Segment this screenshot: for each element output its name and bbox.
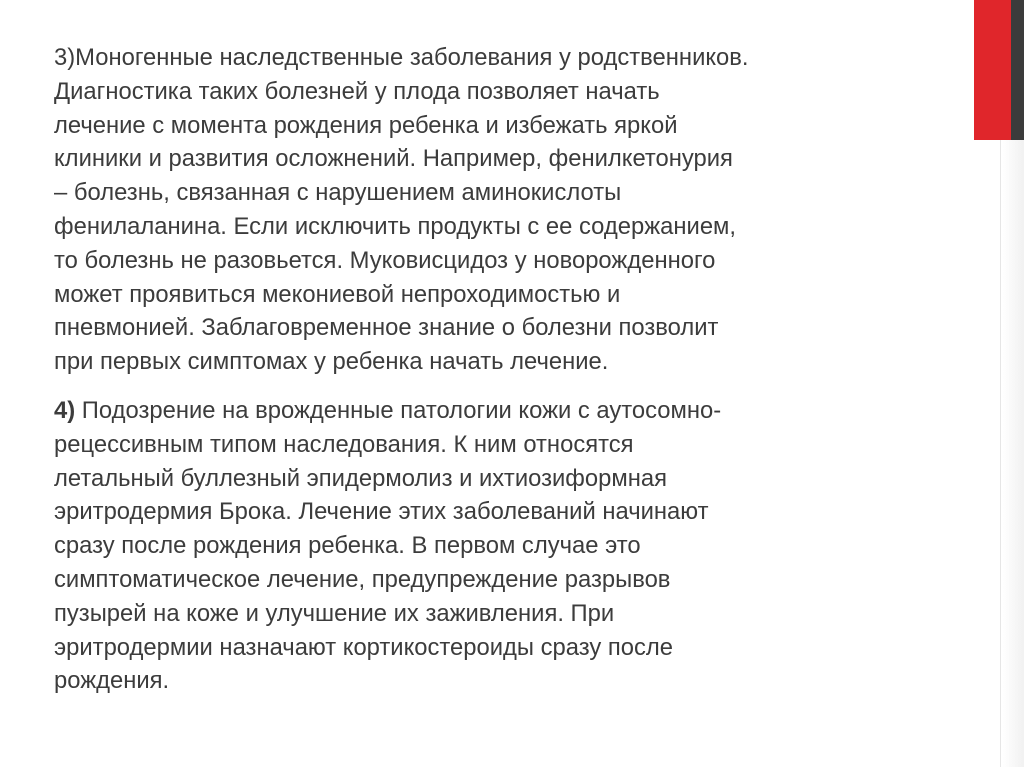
text-line: эритродермии назначают кортикостероиды сразу после [54,633,674,661]
text-line: при первых симптомах у ребенка начать лечение. [54,348,609,376]
text-line: летальный буллезный эпидермолиз и ихтиозиформная [54,464,667,492]
text-line: рецессивным типом наследования. К ним относятся [54,430,634,458]
slide-body [54,41,924,698]
text-line: клиники и развития осложнений. Например, фенилкетонурия [54,145,733,173]
text-line: рождения. [54,667,170,695]
text-line: симптоматическое лечение, предупреждение разрывов [54,565,671,593]
text-line: пузырей на коже и улучшение их заживления. При [54,599,615,627]
text-line: Диагностика таких болезней у плода позволяет начать [54,77,660,105]
text-line: – болезнь, связанная с нарушением аминокислоты [54,179,622,207]
text-line: то болезнь не разовьется. Муковисцидоз у новорожденного [54,246,716,274]
paragraph-3 [54,41,924,379]
text-line-rest: Подозрение на врожденные патологии кожи с аутосомно- [75,396,722,424]
text-line [54,394,924,428]
text-line: эритродермия Брока. Лечение этих заболеваний начинают [54,498,709,526]
text-line: 3)Моногенные наследственные заболевания у родственников. [54,44,749,71]
text-line: пневмонией. Заблаговременное знание о болезни позволит [54,314,719,342]
text-line: фенилаланина. Если исключить продукты с ее содержанием, [54,212,737,240]
corner-dark-accent [1011,0,1024,140]
paragraph-4 [54,394,924,698]
text-line: лечение с момента рождения ребенка и избежать яркой [54,111,678,139]
paragraph-number: 4) [54,396,76,424]
text-line: сразу после рождения ребенка. В первом случае это [54,532,641,560]
text-line: может проявиться мекониевой непроходимостью и [54,280,621,308]
frame-shadow-decoration [1003,140,1024,767]
